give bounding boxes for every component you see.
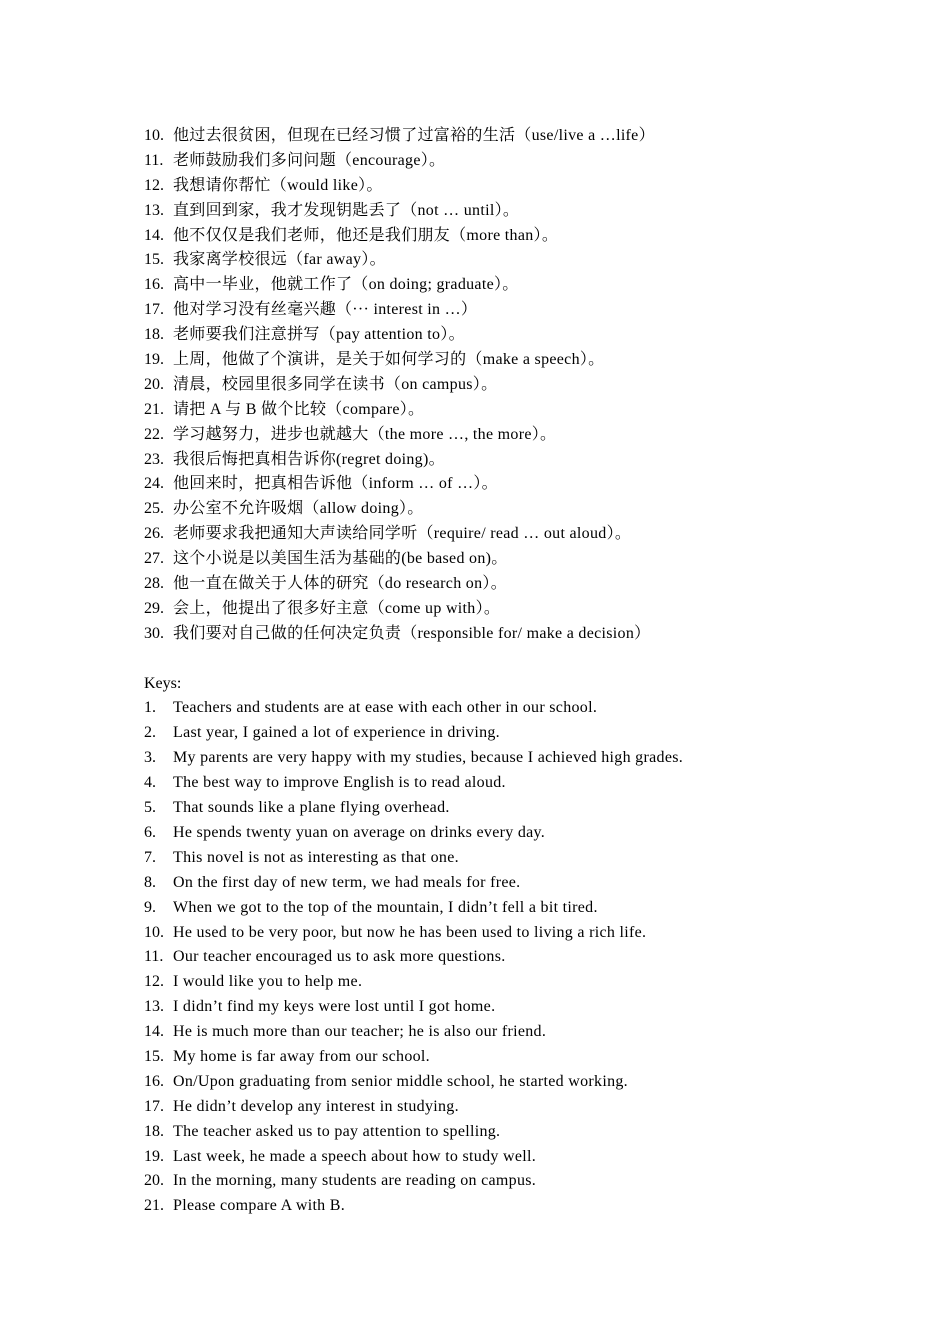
exercise-item <box>144 273 844 298</box>
item-number: 18. <box>144 326 164 344</box>
item-text: 清晨，校园里很多同学在读书（on campus）。 <box>173 375 498 393</box>
item-number: 17. <box>144 301 164 319</box>
item-text: He used to be very poor, but now he has been used to living a rich life. <box>173 923 647 941</box>
item-text: When we got to the top of the mountain, I didn’t fell a bit tired. <box>173 898 598 916</box>
item-text: The best way to improve English is to read aloud. <box>173 774 506 792</box>
item-number: 4. <box>144 774 156 792</box>
key-item <box>144 771 844 796</box>
item-number: 22. <box>144 425 164 443</box>
exercise-item <box>144 572 844 597</box>
item-text: 他过去很贫困，但现在已经习惯了过富裕的生活（use/live a …life） <box>173 127 655 144</box>
exercise-item <box>144 547 844 572</box>
key-item <box>144 1095 844 1120</box>
key-item <box>144 945 844 970</box>
item-number: 16. <box>144 276 164 294</box>
item-number: 14. <box>144 226 164 244</box>
exercise-item <box>144 348 844 373</box>
key-item <box>144 970 844 995</box>
item-text: 直到回到家，我才发现钥匙丢了（not … until）。 <box>173 201 520 219</box>
item-text: 这个小说是以美国生活为基础的(be based on)。 <box>173 550 508 568</box>
item-number: 3. <box>144 749 156 767</box>
item-text: 老师鼓励我们多问问题（encourage）。 <box>173 151 446 169</box>
key-item <box>144 896 844 921</box>
item-number: 26. <box>144 525 164 543</box>
exercise-item <box>144 522 844 547</box>
item-number: 18. <box>144 1122 164 1140</box>
item-text: On the first day of new term, we had meals for free. <box>173 873 521 891</box>
key-item <box>144 1045 844 1070</box>
item-number: 16. <box>144 1072 164 1090</box>
exercise-item <box>144 124 844 149</box>
item-number: 11. <box>144 151 164 169</box>
item-number: 10. <box>144 923 164 941</box>
item-number: 12. <box>144 973 164 991</box>
item-text: Last week, he made a speech about how to study well. <box>173 1147 537 1165</box>
exercise-item <box>144 597 844 622</box>
item-text: On/Upon graduating from senior middle school, he started working. <box>173 1072 628 1090</box>
key-item <box>144 1070 844 1095</box>
key-item <box>144 696 844 721</box>
item-number: 13. <box>144 998 164 1016</box>
item-text: 他一直在做关于人体的研究（do research on）。 <box>173 575 507 593</box>
item-number: 8. <box>144 873 156 891</box>
item-text: I didn’t find my keys were lost until I got home. <box>173 998 496 1016</box>
item-text: Last year, I gained a lot of experience in driving. <box>173 724 500 742</box>
item-number: 6. <box>144 823 156 841</box>
item-text: He is much more than our teacher; he is also our friend. <box>173 1023 547 1041</box>
item-number: 20. <box>144 375 164 393</box>
item-number: 28. <box>144 575 164 593</box>
key-item <box>144 921 844 946</box>
exercise-item <box>144 323 844 348</box>
exercise-item <box>144 472 844 497</box>
item-number: 5. <box>144 799 156 817</box>
exercise-list <box>144 124 844 647</box>
item-number: 17. <box>144 1097 164 1115</box>
item-number: 19. <box>144 1147 164 1165</box>
item-text: He didn’t develop any interest in studying. <box>173 1097 459 1115</box>
keys-heading: Keys: <box>144 674 182 692</box>
exercise-item <box>144 398 844 423</box>
item-number: 27. <box>144 550 164 568</box>
item-text: 老师要我们注意拼写（pay attention to）。 <box>173 326 465 344</box>
keys-list <box>144 696 844 1219</box>
item-number: 1. <box>144 699 156 717</box>
key-item <box>144 1169 844 1194</box>
item-text: 老师要求我把通知大声读给同学听（require/ read … out aloud）。 <box>173 525 632 543</box>
item-text: 他不仅仅是我们老师，他还是我们朋友（more than）。 <box>173 226 559 244</box>
item-number: 23. <box>144 450 164 468</box>
key-item <box>144 1194 844 1219</box>
key-item <box>144 1020 844 1045</box>
item-number: 10. <box>144 127 164 144</box>
item-number: 14. <box>144 1023 164 1041</box>
item-text: My home is far away from our school. <box>173 1047 430 1065</box>
item-text: 会上，他提出了很多好主意（come up with）。 <box>173 599 501 617</box>
item-number: 15. <box>144 251 164 269</box>
item-text: That sounds like a plane flying overhead. <box>173 799 450 817</box>
exercise-item <box>144 248 844 273</box>
item-text: Please compare A with B. <box>173 1197 346 1215</box>
item-text: I would like you to help me. <box>173 973 363 991</box>
item-number: 12. <box>144 176 164 194</box>
key-item <box>144 1120 844 1145</box>
item-text: 他对学习没有丝毫兴趣（··· interest in …） <box>173 301 478 319</box>
key-item <box>144 1145 844 1170</box>
item-text: 请把 A 与 B 做个比较（compare）。 <box>173 400 425 418</box>
item-text: This novel is not as interesting as that one. <box>173 848 459 866</box>
item-text: The teacher asked us to pay attention to spelling. <box>173 1122 501 1140</box>
item-text: Our teacher encouraged us to ask more questions. <box>173 948 506 966</box>
item-text: 他回来时，把真相告诉他（inform … of …）。 <box>173 475 498 493</box>
item-text: 上周，他做了个演讲，是关于如何学习的（make a speech）。 <box>173 351 605 369</box>
item-number: 13. <box>144 201 164 219</box>
exercise-item <box>144 423 844 448</box>
key-item <box>144 846 844 871</box>
item-number: 25. <box>144 500 164 518</box>
key-item <box>144 746 844 771</box>
exercise-item <box>144 298 844 323</box>
section-spacer <box>144 647 844 672</box>
exercise-item <box>144 149 844 174</box>
key-item <box>144 995 844 1020</box>
item-text: 我家离学校很远（far away）。 <box>173 251 386 269</box>
exercise-item <box>144 224 844 249</box>
key-item <box>144 821 844 846</box>
document-content <box>144 124 844 1219</box>
item-text: 我们要对自己做的任何决定负责（responsible for/ make a decision） <box>173 624 651 642</box>
item-number: 15. <box>144 1047 164 1065</box>
item-number: 9. <box>144 898 156 916</box>
item-number: 21. <box>144 400 164 418</box>
item-number: 11. <box>144 948 164 966</box>
item-number: 19. <box>144 351 164 369</box>
item-number: 24. <box>144 475 164 493</box>
exercise-item <box>144 373 844 398</box>
key-item <box>144 721 844 746</box>
item-text: In the morning, many students are reading on campus. <box>173 1172 537 1190</box>
item-text: 办公室不允许吸烟（allow doing）。 <box>173 500 424 518</box>
item-text: 我想请你帮忙（would like）。 <box>173 176 383 194</box>
item-text: He spends twenty yuan on average on drinks every day. <box>173 823 546 841</box>
item-text: 学习越努力，进步也就越大（the more …, the more）。 <box>173 425 557 443</box>
exercise-item <box>144 448 844 473</box>
item-text: My parents are very happy with my studies, because I achieved high grades. <box>173 749 684 767</box>
item-text: 高中一毕业，他就工作了（on doing; graduate）。 <box>173 276 519 294</box>
item-number: 7. <box>144 848 156 866</box>
item-number: 20. <box>144 1172 164 1190</box>
exercise-item <box>144 497 844 522</box>
item-text: Teachers and students are at ease with each other in our school. <box>173 699 598 717</box>
item-number: 2. <box>144 724 156 742</box>
key-item <box>144 871 844 896</box>
item-number: 29. <box>144 599 164 617</box>
exercise-item <box>144 199 844 224</box>
item-number: 30. <box>144 624 164 642</box>
item-text: 我很后悔把真相告诉你(regret doing)。 <box>173 450 445 468</box>
exercise-item <box>144 174 844 199</box>
exercise-item <box>144 622 844 647</box>
item-number: 21. <box>144 1197 164 1215</box>
key-item <box>144 796 844 821</box>
